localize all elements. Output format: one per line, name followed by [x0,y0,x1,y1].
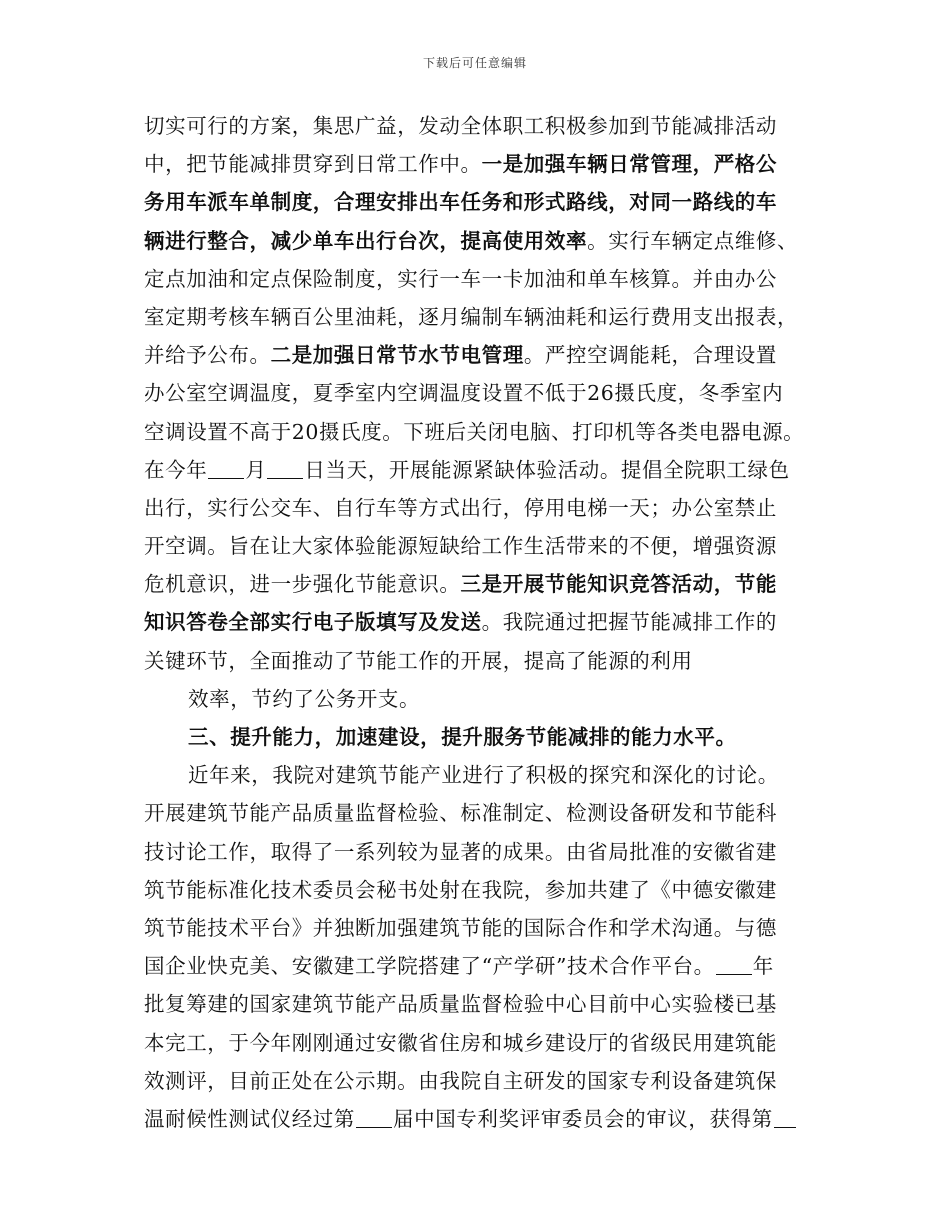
text-line: 批复筹建的国家建筑节能产品质量监督检验中心目前中心实验楼已基 [144,992,777,1017]
text-line: 效测评，目前正处在公示期。由我院自主研发的国家专利设备建筑保 [144,1068,777,1093]
text-line: 筑节能标准化技术委员会秘书处射在我院，参加共建了《中德安徽建 [144,877,777,902]
text-line: 开展建筑节能产品质量监督检验、标准制定、检测设备研发和节能科 [144,801,777,826]
text-line: 办公室空调温度，夏季室内空调温度设置不低于26摄氏度，冬季室内 [144,381,784,406]
text-line [144,947,819,985]
text-line [144,222,819,260]
text-line: 空调设置不高于20摄氏度。下班后关闭电脑、打印机等各类电器电源。 [144,419,805,444]
bold-text-line: 务用车派车单制度，合理安排出车任务和形式路线，对同一路线的车 [144,190,777,215]
text-line [144,603,819,641]
page-header: 下载后可任意编辑 [422,56,527,70]
text-run: 届中国专利奖评审委员会的审议，获得第 [393,1106,773,1131]
text-line: 定点加油和定点保险制度，实行一车一卡加油和单车核算。并由办公 [144,266,777,291]
text-line: 关键环节，全面推动了节能工作的开展，提高了能源的利用 [144,648,693,673]
text-line: 筑节能技术平台》并独断加强建筑节能的国际合作和学术沟通。与德 [144,915,777,940]
blank-underline [267,456,303,479]
text-run: 月 [245,457,267,482]
text-run: 并给予公布。 [144,343,271,368]
text-run: 国企业快克美、安徽建工学院搭建了“产学研”技术合作平台。 [144,954,715,979]
section-heading: 三、提升能力，加速建设，提升服务节能减排的能力水平。 [188,725,737,749]
text-line: 本完工，于今年刚刚通过安徽省住房和城乡建设厅的省级民用建筑能 [144,1030,777,1055]
blank-underline [208,456,244,479]
text-line: 效率，节约了公务开支。 [188,686,421,711]
text-run: 。严控空调能耗，合理设置 [523,343,778,368]
blank-underline [716,952,752,975]
text-line: 近年来，我院对建筑节能产业进行了积极的探究和深化的讨论。 [188,763,779,788]
text-line: 技讨论工作，取得了一系列较为显著的成果。由省局批准的安徽省建 [144,839,777,864]
text-line [144,145,819,183]
text-line [144,1100,819,1138]
text-line: 出行，实行公交车、自行车等方式出行，停用电梯一天；办公室禁止 [144,495,777,520]
text-run: 。我院通过把握节能减排工作的 [481,610,778,635]
document-body [144,107,819,1138]
text-run: 日当天，开展能源紧缺体验活动。提倡全院职工绿色 [304,457,790,482]
text-line [144,336,819,374]
bold-text-run: 三是开展节能知识竞答活动，节能 [460,572,777,597]
text-line: 室定期考核车辆百公里油耗，逐月编制车辆油耗和运行费用支出报表， [144,304,799,329]
text-line: 切实可行的方案，集思广益，发动全体职工积极参加到节能减排活动 [144,114,777,138]
text-run: 。实行车辆定点维修、 [587,228,799,253]
blank-underline [356,1105,392,1128]
text-run: 温耐候性测试仪经过第 [144,1106,355,1131]
text-run: 危机意识，进一步强化节能意识。 [144,572,461,597]
bold-text-run: 辆进行整合，减少单车出行台次，提高使用效率 [144,228,588,253]
text-run: 年 [752,954,774,979]
text-run: 在今年 [144,457,208,482]
bold-text-run: 知识答卷全部实行电子版填写及发送 [144,610,482,635]
text-line [144,451,819,489]
text-run: 中，把节能减排贯穿到日常工作中。 [144,152,482,177]
text-line: 开空调。旨在让大家体验能源短缺给工作生活带来的不便，增强资源 [144,534,777,559]
text-line [144,565,819,603]
blank-underline [774,1105,796,1128]
bold-text-run: 二是加强日常节水节电管理 [270,343,524,368]
bold-text-run: 一是加强车辆日常管理，严格公 [481,152,778,177]
